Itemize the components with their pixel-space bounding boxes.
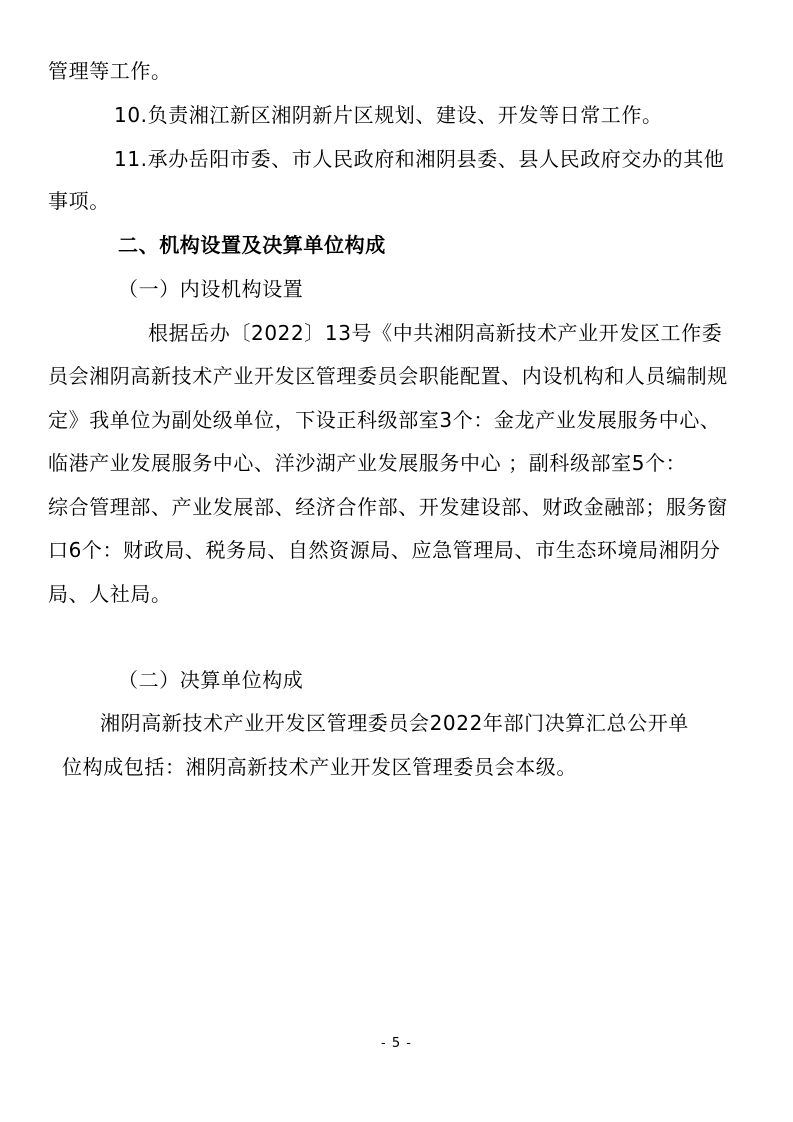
text-line: 位构成包括：湘阴高新技术产业开发区管理委员会本级。 <box>62 755 577 779</box>
subsection-heading: （二）决算单位构成 <box>118 668 304 692</box>
text-line: 湘阴高新技术产业开发区管理委员会2022年部门决算汇总公开单 <box>100 711 689 735</box>
page-number: - 5 - <box>381 1036 412 1051</box>
text-line: 管理等工作。 <box>48 59 172 83</box>
text-line: 事项。 <box>48 189 110 213</box>
text-line: 定》我单位为副处级单位，下设正科级部室3个：金龙产业发展服务中心、 <box>48 408 721 432</box>
text-line: 临港产业发展服务中心、洋沙湖产业发展服务中心 ；副科级部室5个： <box>48 451 687 475</box>
text-line: 11.承办岳阳市委、市人民政府和湘阴县委、县人民政府交办的其他 <box>114 147 725 171</box>
subsection-heading: （一）内设机构设置 <box>118 277 304 301</box>
text-line: 根据岳办〔2022〕13号《中共湘阴高新技术产业开发区工作委 <box>148 321 723 345</box>
text-line: 10.负责湘江新区湘阴新片区规划、建设、开发等日常工作。 <box>114 103 663 127</box>
section-heading: 二、机构设置及决算单位构成 <box>118 233 386 257</box>
text-line: 局、人社局。 <box>48 582 172 606</box>
text-line: 员会湘阴高新技术产业开发区管理委员会职能配置、内设机构和人员编制规 <box>48 364 728 388</box>
text-line: 综合管理部、产业发展部、经济合作部、开发建设部、财政金融部；服务窗 <box>48 495 728 519</box>
text-line: 口6个：财政局、税务局、自然资源局、应急管理局、市生态环境局湘阴分 <box>48 538 721 562</box>
